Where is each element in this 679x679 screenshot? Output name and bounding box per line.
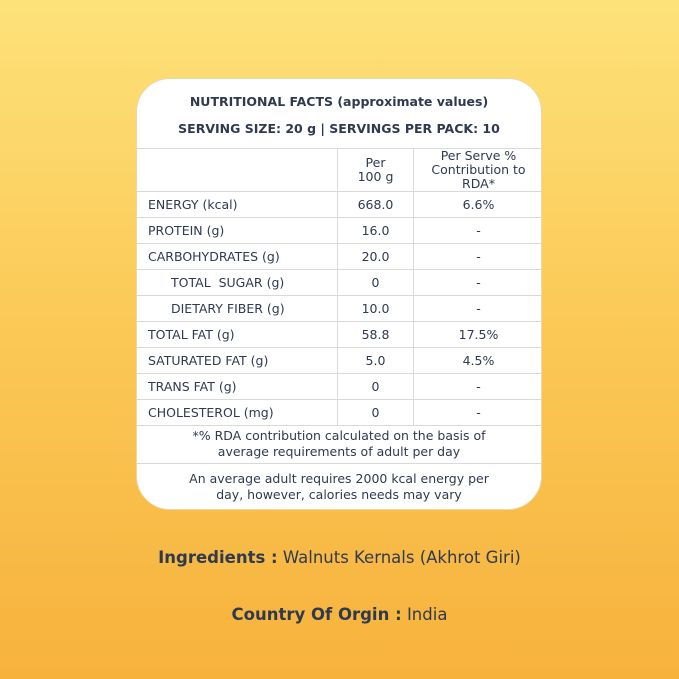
row-per100: 5.0 [338, 348, 414, 374]
row-label: ENERGY (kcal) [137, 192, 338, 218]
table-row [137, 374, 542, 400]
table-row [137, 270, 542, 296]
energy-note [137, 471, 541, 503]
row-label: CARBOHYDRATES (g) [137, 244, 338, 270]
rda-footnote [137, 428, 541, 460]
table-row [137, 348, 542, 374]
row-rda: - [414, 218, 543, 244]
header-per100 [338, 149, 414, 192]
header-per100-line1: Per [365, 155, 386, 170]
header-blank-cell [137, 149, 338, 192]
row-per100: 20.0 [338, 244, 414, 270]
row-label: CHOLESTEROL (mg) [137, 400, 338, 426]
row-label: TRANS FAT (g) [137, 374, 338, 400]
row-rda: - [414, 270, 543, 296]
row-rda: 17.5% [414, 322, 543, 348]
table-row [137, 192, 542, 218]
serving-size: SERVING SIZE: 20 g | SERVINGS PER PACK: 10 [178, 121, 500, 136]
nutrition-table [137, 148, 542, 426]
header-rda-line2: Contribution to RDA* [431, 162, 526, 191]
energy-note-line1: An average adult requires 2000 kcal energy per [189, 471, 489, 486]
table-row [137, 322, 542, 348]
row-rda: - [414, 244, 543, 270]
row-rda: - [414, 374, 543, 400]
row-per100: 0 [338, 374, 414, 400]
header-per100-line2: 100 g [357, 169, 394, 184]
ingredients-label: Ingredients : [158, 548, 278, 567]
row-label: DIETARY FIBER (g) [137, 296, 338, 322]
origin-value: India [406, 605, 448, 624]
table-row [137, 244, 542, 270]
rda-footnote-line1: *% RDA contribution calculated on the basis of [192, 428, 486, 443]
row-per100: 58.8 [338, 322, 414, 348]
table-row [137, 400, 542, 426]
row-rda: - [414, 400, 543, 426]
row-label: PROTEIN (g) [137, 218, 338, 244]
header-rda-line1: Per Serve % [440, 148, 517, 163]
rda-footnote-line2: average requirements of adult per day [217, 444, 461, 459]
table-row [137, 218, 542, 244]
nutrition-facts-card [136, 78, 542, 510]
row-per100: 16.0 [338, 218, 414, 244]
row-rda: 6.6% [414, 192, 543, 218]
row-per100: 668.0 [338, 192, 414, 218]
ingredients-value: Walnuts Kernals (Akhrot Giri) [282, 548, 521, 567]
footnote-divider [137, 463, 541, 464]
header-rda [414, 149, 543, 192]
ingredients-line [0, 548, 679, 567]
row-rda: - [414, 296, 543, 322]
row-per100: 0 [338, 270, 414, 296]
row-per100: 0 [338, 400, 414, 426]
country-of-origin-line [0, 605, 679, 624]
row-label: SATURATED FAT (g) [137, 348, 338, 374]
nutrition-title: NUTRITIONAL FACTS (approximate values) [189, 94, 489, 109]
energy-note-line2: day, however, calories needs may vary [216, 487, 462, 502]
row-rda: 4.5% [414, 348, 543, 374]
row-label: TOTAL SUGAR (g) [137, 270, 338, 296]
table-header-row [137, 149, 542, 192]
origin-label: Country Of Orgin : [231, 605, 402, 624]
table-row [137, 296, 542, 322]
row-per100: 10.0 [338, 296, 414, 322]
row-label: TOTAL FAT (g) [137, 322, 338, 348]
